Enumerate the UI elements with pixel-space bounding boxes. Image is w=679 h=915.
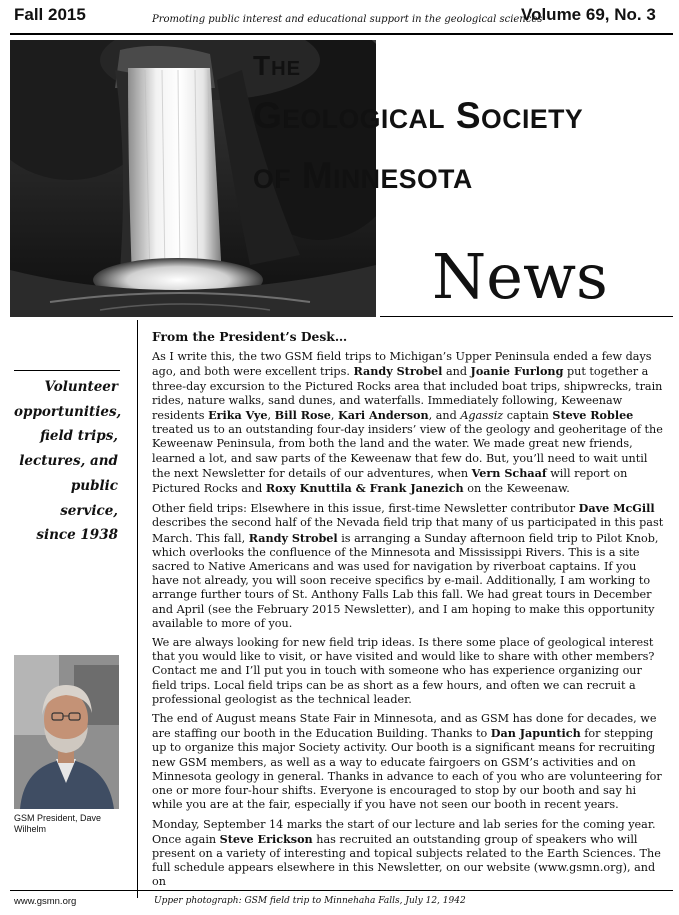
person-name: Steve Erickson	[219, 831, 313, 846]
article-paragraph-2: Other field trips: Elsewhere in this issue, first-time Newsletter contributor Dave McGill describes the second half of the Nevada field trip that many of us participated in this past March. This fall, Randy Strobel is arranging a Sunday afternoon field trip to Pilot Knob, which overlooks the confluence of the Minnesota and Mississippi Rivers. This is a site sacred to Native Americans and was used for navigation by riverboat captains. If you have not already, you will soon receive specifics by e-mail. Additionally, I am working to arrange further tours of St. Anthony Falls Lab this fall. We had great tours in December and April (see the February 2015 Newsletter), and I am hoping to make this opportunity available to more of you.	[152, 501, 664, 630]
tagline: Promoting public interest and educational support in the geological sciences	[152, 14, 543, 25]
header-rule	[10, 33, 673, 35]
masthead-of: OF	[253, 164, 291, 194]
president-portrait	[14, 655, 119, 809]
article-paragraph-4: The end of August means State Fair in Minnesota, and as GSM has done for decades, we are staffing our booth in the Education Building. Thanks to Dan Japuntich for stepping up to organize this major Society activity. Our booth is a significant means for recruiting new GSM members, as well as a way to educate fairgoers on GSM’s activities and on Minnesota geology in general. Thanks in advance to each of you who are volunteering for one or more four-hour shifts. Everyone is encouraged to stop by our booth and say hi while you are at the fair, especially if you have not seen our booth in recent years.	[152, 712, 662, 812]
photo-caption: Upper photograph: GSM field trip to Minnehaha Falls, July 12, 1942	[154, 896, 466, 906]
president-letter	[152, 330, 666, 895]
person-name: Bill Rose	[274, 408, 331, 423]
masthead-rule	[380, 316, 673, 317]
motto-line: opportunities,	[14, 403, 122, 420]
masthead-the-rest: HE	[271, 58, 302, 80]
motto-line: Volunteer	[44, 379, 118, 395]
masthead-news: News	[432, 240, 608, 313]
masthead-society: OCIETY	[481, 104, 584, 134]
motto-line: since 1938	[36, 527, 118, 544]
motto-rule	[14, 370, 120, 371]
person-name: Dan Japuntich	[490, 726, 581, 741]
masthead-s-initial: S	[455, 95, 482, 136]
masthead-g-initial: G	[253, 95, 283, 136]
person-name: Randy Strobel	[248, 530, 338, 545]
person-name: Joanie Furlong	[470, 364, 564, 379]
person-name: Randy Strobel	[353, 364, 443, 379]
masthead-the	[253, 50, 301, 82]
issue-season: Fall 2015	[14, 5, 86, 24]
person-name: Vern Schaaf	[471, 465, 547, 480]
person-name: Kari Anderson	[338, 408, 429, 423]
person-name: Roxy Knuttila & Frank Janezich	[265, 481, 464, 496]
portrait-caption: GSM President, Dave Wilhelm	[14, 813, 102, 834]
article-paragraph-5: Monday, September 14 marks the start of our lecture and lab series for the coming year. Once again Steve Erickson has recruited an outstanding group of speakers who will present on a variety of interesting and topical subjects related to the Earth Sciences. The full schedule appears elsewhere in this Newsletter, on our website (www.gsmn.org), and on	[152, 817, 661, 889]
article-paragraph-1: As I write this, the two GSM field trips to Michigan’s Upper Peninsula ended a few days ago, and both were excellent trips. Randy Strobel and Joanie Furlong put together a three-day excursion to the Pictured Rocks area that included boat trips, shipwrecks, train rides, nature walks, sand dunes, and waterfalls. Immediately following, Keweenaw residents Erika Vye, Bill Rose, Kari Anderson, and Agassiz captain Steve Roblee treated us to an outstanding four-day insiders’ view of the geology and geoheritage of the Keweenaw Peninsula, from both the land and the water. We made great new friends, learned a lot, and saw parts of the Keweenaw that few do. But, you’ll need to wait until the next Newsletter for details of our adventures, when Vern Schaaf will report on Pictured Rocks and Roxy Knuttila & Frank Janezich on the Keweenaw.	[152, 350, 663, 496]
masthead-minnesota: INNESOTA	[333, 164, 473, 194]
footer-rule	[10, 890, 673, 891]
masthead-the-initial: T	[253, 50, 272, 81]
masthead-line-2	[253, 155, 473, 197]
column-divider	[137, 320, 138, 898]
person-name: Dave McGill	[578, 501, 655, 516]
motto-line: public service,	[60, 477, 118, 519]
article-heading: From the President’s Desk…	[152, 329, 348, 344]
person-name: Steve Roblee	[552, 408, 634, 423]
person-name: Erika Vye	[208, 408, 268, 423]
masthead-m-initial: M	[301, 155, 334, 196]
motto-line: field trips,	[40, 428, 118, 445]
article-paragraph-3: We are always looking for new field trip ideas. Is there some place of geological interest that you would like to visit, or have visited and would like to share with other members? Contact me and I’ll put you in touch with someone who has experience organizing our field trips. Local field trips can be as short as a few hours, and often we can recruit a professional geologist as the technical leader.	[152, 636, 655, 706]
issue-volume: Volume 69, No. 3	[521, 5, 656, 24]
website-link[interactable]: www.gsmn.org	[14, 896, 77, 907]
masthead-line-1	[253, 95, 583, 137]
vessel-name: Agassiz	[460, 409, 504, 423]
masthead-geological: EOLOGICAL	[282, 104, 446, 134]
society-motto	[14, 375, 122, 548]
motto-line: lectures, and	[19, 453, 118, 470]
